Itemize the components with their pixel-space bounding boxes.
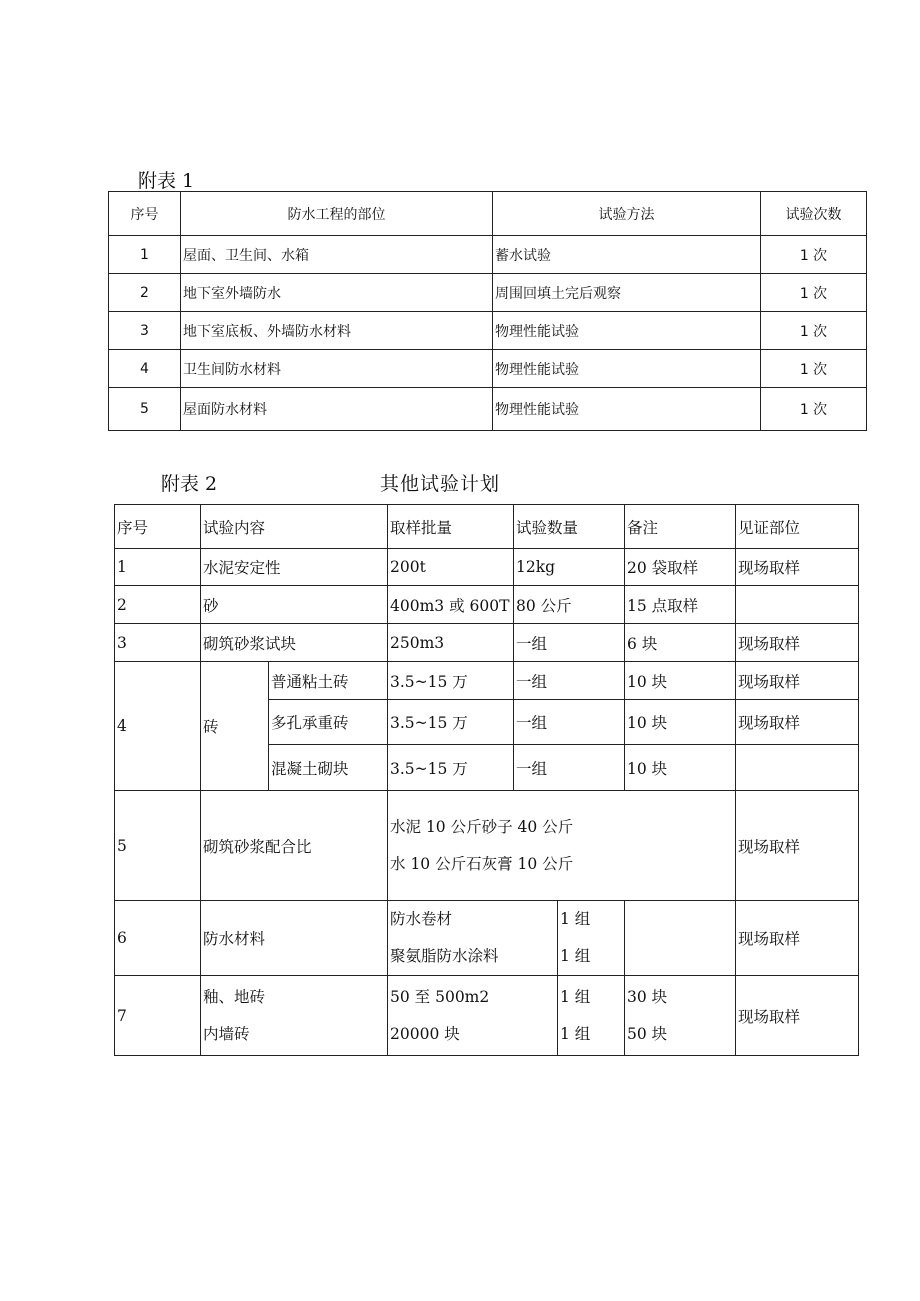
- cell: 5: [115, 791, 201, 901]
- header-cell: 取样批量: [388, 505, 514, 549]
- table-row: [115, 976, 859, 1056]
- batch-line: 20000 块: [390, 1024, 460, 1043]
- cell: [388, 976, 558, 1056]
- table-row: [109, 388, 867, 431]
- cell: [558, 901, 625, 976]
- mix-ratio-line: 水 10 公斤石灰膏 10 公斤: [390, 854, 574, 873]
- header-cell: 序号: [115, 505, 201, 549]
- cell: 物理性能试验: [493, 388, 761, 431]
- cell: 一组: [514, 662, 625, 700]
- cell: 1: [115, 549, 201, 586]
- cell: 1 次: [761, 388, 867, 431]
- cell: 6: [115, 901, 201, 976]
- cell: 3.5~15 万: [388, 662, 514, 700]
- header-cell: 见证部位: [736, 505, 859, 549]
- header-cell: 试验方法: [493, 192, 761, 236]
- cell: 1 次: [761, 274, 867, 312]
- note-line: 30 块: [627, 987, 668, 1006]
- cell: 一组: [514, 745, 625, 791]
- note-line: 50 块: [627, 1024, 668, 1043]
- cell: 现场取样: [736, 662, 859, 700]
- cell: 6 块: [625, 624, 736, 662]
- cell: 4: [115, 662, 201, 791]
- cell: 3: [115, 624, 201, 662]
- cell: 砖: [201, 662, 269, 791]
- table2-title: 其他试验计划: [380, 473, 501, 495]
- table-row: [109, 274, 867, 312]
- waterproof-test-table: [108, 191, 867, 431]
- cell: 砂: [201, 586, 388, 624]
- cell: [388, 791, 736, 901]
- cell: 12kg: [514, 549, 625, 586]
- cell: 现场取样: [736, 976, 859, 1056]
- cell: 1 次: [761, 236, 867, 274]
- header-cell: 备注: [625, 505, 736, 549]
- cell: 1 次: [761, 312, 867, 350]
- quantity-line: 1 组: [560, 910, 591, 928]
- content-line: 内墙砖: [203, 1024, 250, 1043]
- quantity-line: 1 组: [560, 947, 591, 965]
- cell: 屋面防水材料: [181, 388, 493, 431]
- cell: 物理性能试验: [493, 312, 761, 350]
- cell: 现场取样: [736, 700, 859, 745]
- quantity-line: 1 组: [560, 1024, 591, 1043]
- cell: 20 袋取样: [625, 549, 736, 586]
- table-row: [109, 312, 867, 350]
- quantity-line: 1 组: [560, 987, 591, 1006]
- cell: 屋面、卫生间、水箱: [181, 236, 493, 274]
- cell: 80 公斤: [514, 586, 625, 624]
- cell: 普通粘土砖: [269, 662, 388, 700]
- content-line: 釉、地砖: [203, 987, 266, 1006]
- table2-caption: 附表 2: [161, 473, 218, 495]
- cell: 砌筑砂浆试块: [201, 624, 388, 662]
- cell: 物理性能试验: [493, 350, 761, 388]
- cell: 一组: [514, 624, 625, 662]
- cell: 多孔承重砖: [269, 700, 388, 745]
- cell: 250m3: [388, 624, 514, 662]
- cell: 400m3 或 600T: [388, 586, 514, 624]
- cell: 4: [109, 350, 181, 388]
- cell: 防水材料: [201, 901, 388, 976]
- table-header-row: [115, 505, 859, 549]
- cell: 现场取样: [736, 791, 859, 901]
- cell: 3.5~15 万: [388, 700, 514, 745]
- header-cell: 试验内容: [201, 505, 388, 549]
- cell: 地下室底板、外墙防水材料: [181, 312, 493, 350]
- cell: 周围回填土完后观察: [493, 274, 761, 312]
- cell: 2: [115, 586, 201, 624]
- table1-caption: 附表 1: [138, 170, 195, 192]
- cell: 现场取样: [736, 901, 859, 976]
- cell: 3: [109, 312, 181, 350]
- cell: 砌筑砂浆配合比: [201, 791, 388, 901]
- cell: 2: [109, 274, 181, 312]
- table-row: [115, 791, 859, 901]
- cell: 7: [115, 976, 201, 1056]
- mix-ratio-line: 水泥 10 公斤砂子 40 公斤: [390, 817, 574, 836]
- cell: 蓄水试验: [493, 236, 761, 274]
- cell: 地下室外墙防水: [181, 274, 493, 312]
- cell: 10 块: [625, 745, 736, 791]
- header-cell: 试验次数: [761, 192, 867, 236]
- table-row: [115, 901, 859, 976]
- cell: 现场取样: [736, 624, 859, 662]
- table-row: [115, 586, 859, 624]
- batch-line: 50 至 500m2: [390, 987, 490, 1006]
- table-row: [109, 350, 867, 388]
- cell: 水泥安定性: [201, 549, 388, 586]
- header-cell: 序号: [109, 192, 181, 236]
- cell: 1 次: [761, 350, 867, 388]
- cell: 卫生间防水材料: [181, 350, 493, 388]
- table-row: [115, 662, 859, 700]
- table-row: [115, 549, 859, 586]
- cell: 1: [109, 236, 181, 274]
- table-row: [109, 236, 867, 274]
- cell: 10 块: [625, 662, 736, 700]
- cell: 一组: [514, 700, 625, 745]
- cell: 15 点取样: [625, 586, 736, 624]
- other-test-plan-table: [114, 504, 859, 1056]
- material-line: 聚氨脂防水涂料: [390, 947, 499, 965]
- header-cell: 防水工程的部位: [181, 192, 493, 236]
- header-cell: 试验数量: [514, 505, 625, 549]
- cell: [625, 901, 736, 976]
- cell: [736, 745, 859, 791]
- cell: 10 块: [625, 700, 736, 745]
- cell: [736, 586, 859, 624]
- table-header-row: [109, 192, 867, 236]
- cell: 现场取样: [736, 549, 859, 586]
- table-row: [115, 624, 859, 662]
- cell: 200t: [388, 549, 514, 586]
- cell: [201, 976, 388, 1056]
- cell: 3.5~15 万: [388, 745, 514, 791]
- cell: [388, 901, 558, 976]
- material-line: 防水卷材: [390, 910, 453, 928]
- cell: [625, 976, 736, 1056]
- cell: [558, 976, 625, 1056]
- cell: 5: [109, 388, 181, 431]
- cell: 混凝土砌块: [269, 745, 388, 791]
